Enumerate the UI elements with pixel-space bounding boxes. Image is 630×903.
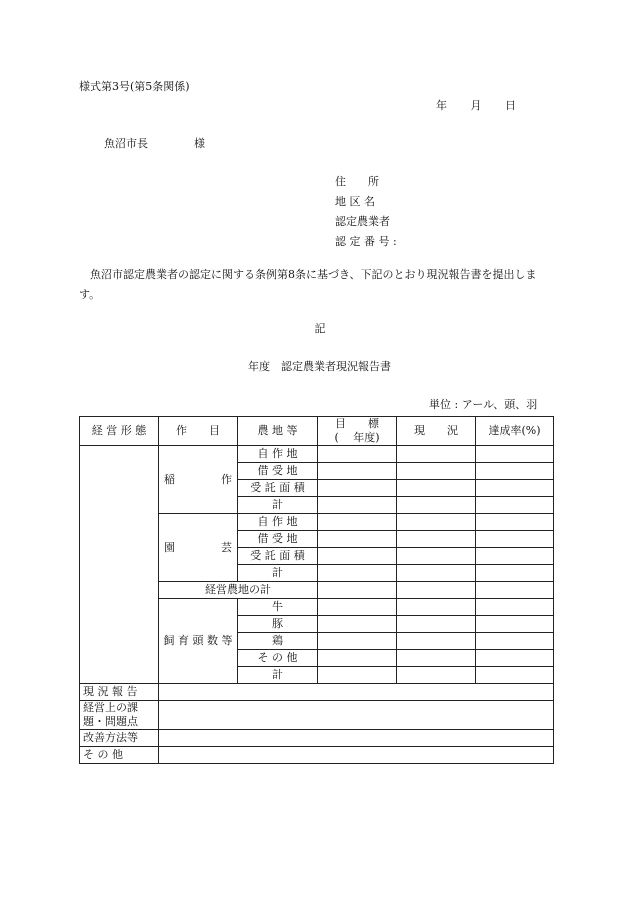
improvement-cell[interactable] (159, 730, 554, 747)
issues-label-1: 経営上の課 (83, 701, 138, 714)
crop-rice-2: 作 (221, 472, 232, 486)
rate-cell[interactable] (476, 463, 554, 480)
current-cell[interactable] (397, 514, 476, 531)
rate-cell[interactable] (476, 650, 554, 667)
table-row (80, 684, 554, 701)
rate-cell[interactable] (476, 582, 554, 599)
crop-horti-2: 芸 (221, 540, 232, 554)
ki-heading: 記 (314, 322, 326, 335)
land-item: 借 受 地 (238, 531, 318, 548)
current-cell[interactable] (397, 497, 476, 514)
current-cell[interactable] (397, 565, 476, 582)
current-cell[interactable] (397, 548, 476, 565)
livestock-item: そ の 他 (238, 650, 318, 667)
issues-cell[interactable] (159, 701, 554, 730)
header-crop: 作 目 (159, 417, 238, 446)
management-type-cell[interactable] (80, 446, 159, 684)
header-farmland: 農 地 等 (238, 417, 318, 446)
crop-horti-1: 園 (164, 540, 175, 554)
target-cell[interactable] (318, 667, 397, 684)
current-cell[interactable] (397, 599, 476, 616)
rate-cell[interactable] (476, 531, 554, 548)
target-cell[interactable] (318, 514, 397, 531)
current-cell[interactable] (397, 667, 476, 684)
applicant-cert-no-label: 認 定 番 号 : (335, 235, 397, 248)
rate-cell[interactable] (476, 667, 554, 684)
body-text: 魚沼市認定農業者の認定に関する条例第8条に基づき、下記のとおり現況報告書を提出します。 (79, 268, 537, 301)
header-target-bottom: ( 年度) (334, 431, 380, 444)
target-cell[interactable] (318, 548, 397, 565)
livestock-item: 計 (238, 667, 318, 684)
rate-cell[interactable] (476, 599, 554, 616)
livestock-item: 鶏 (238, 633, 318, 650)
crop-rice-1: 稲 (164, 472, 175, 486)
livestock-item: 豚 (238, 616, 318, 633)
other-label: そ の 他 (80, 747, 159, 764)
table-row (80, 701, 554, 730)
current-cell[interactable] (397, 616, 476, 633)
applicant-block (335, 175, 397, 255)
header-target (318, 417, 397, 446)
header-current: 現 況 (397, 417, 476, 446)
land-item: 受 託 面 積 (238, 480, 318, 497)
table-row (80, 446, 554, 463)
current-cell[interactable] (397, 633, 476, 650)
target-cell[interactable] (318, 633, 397, 650)
other-cell[interactable] (159, 747, 554, 764)
crop-rice-cell (159, 446, 238, 514)
rate-cell[interactable] (476, 616, 554, 633)
applicant-farmer-label: 認定農業者 (335, 215, 390, 228)
current-report-cell[interactable] (159, 684, 554, 701)
report-title: 年度 認定農業者現況報告書 (248, 360, 391, 373)
livestock-item: 牛 (238, 599, 318, 616)
current-cell[interactable] (397, 480, 476, 497)
addressee-honorific: 様 (194, 137, 205, 150)
header-target-top: 目 標 (335, 417, 379, 430)
target-cell[interactable] (318, 599, 397, 616)
table-header-row (80, 417, 554, 446)
target-cell[interactable] (318, 650, 397, 667)
target-cell[interactable] (318, 531, 397, 548)
land-item: 受 託 面 積 (238, 548, 318, 565)
table-row (80, 747, 554, 764)
improvement-label: 改善方法等 (80, 730, 159, 747)
target-cell[interactable] (318, 565, 397, 582)
rate-cell[interactable] (476, 480, 554, 497)
table-row (80, 730, 554, 747)
target-cell[interactable] (318, 616, 397, 633)
target-cell[interactable] (318, 463, 397, 480)
land-item: 自 作 地 (238, 446, 318, 463)
rate-cell[interactable] (476, 446, 554, 463)
issues-label-2: 題・問題点 (83, 715, 138, 728)
applicant-district-label: 地 区 名 (335, 195, 375, 208)
current-cell[interactable] (397, 463, 476, 480)
land-item: 計 (238, 497, 318, 514)
current-cell[interactable] (397, 650, 476, 667)
rate-cell[interactable] (476, 548, 554, 565)
addressee (104, 137, 205, 151)
current-cell[interactable] (397, 531, 476, 548)
rate-cell[interactable] (476, 633, 554, 650)
current-cell[interactable] (397, 582, 476, 599)
target-cell[interactable] (318, 480, 397, 497)
target-cell[interactable] (318, 497, 397, 514)
report-table (79, 416, 554, 764)
applicant-address-label: 住 所 (335, 175, 379, 188)
unit-label: 単位 : アール、頭、羽 (429, 398, 538, 411)
current-cell[interactable] (397, 446, 476, 463)
header-rate: 達成率(%) (476, 417, 554, 446)
target-cell[interactable] (318, 446, 397, 463)
land-item: 計 (238, 565, 318, 582)
rate-cell[interactable] (476, 565, 554, 582)
land-item: 自 作 地 (238, 514, 318, 531)
target-cell[interactable] (318, 582, 397, 599)
crop-horti-cell (159, 514, 238, 582)
land-item: 借 受 地 (238, 463, 318, 480)
form-number: 様式第3号(第5条関係) (79, 80, 190, 93)
rate-cell[interactable] (476, 514, 554, 531)
issues-label (80, 701, 159, 730)
total-land-label: 経営農地の計 (159, 582, 318, 599)
livestock-label: 飼 育 頭 数 等 (159, 599, 238, 684)
rate-cell[interactable] (476, 497, 554, 514)
addressee-mayor: 魚沼市長 (104, 137, 148, 150)
current-report-label: 現 況 報 告 (80, 684, 159, 701)
header-management: 経 営 形 態 (80, 417, 159, 446)
date-line: 年 月 日 (436, 99, 516, 112)
